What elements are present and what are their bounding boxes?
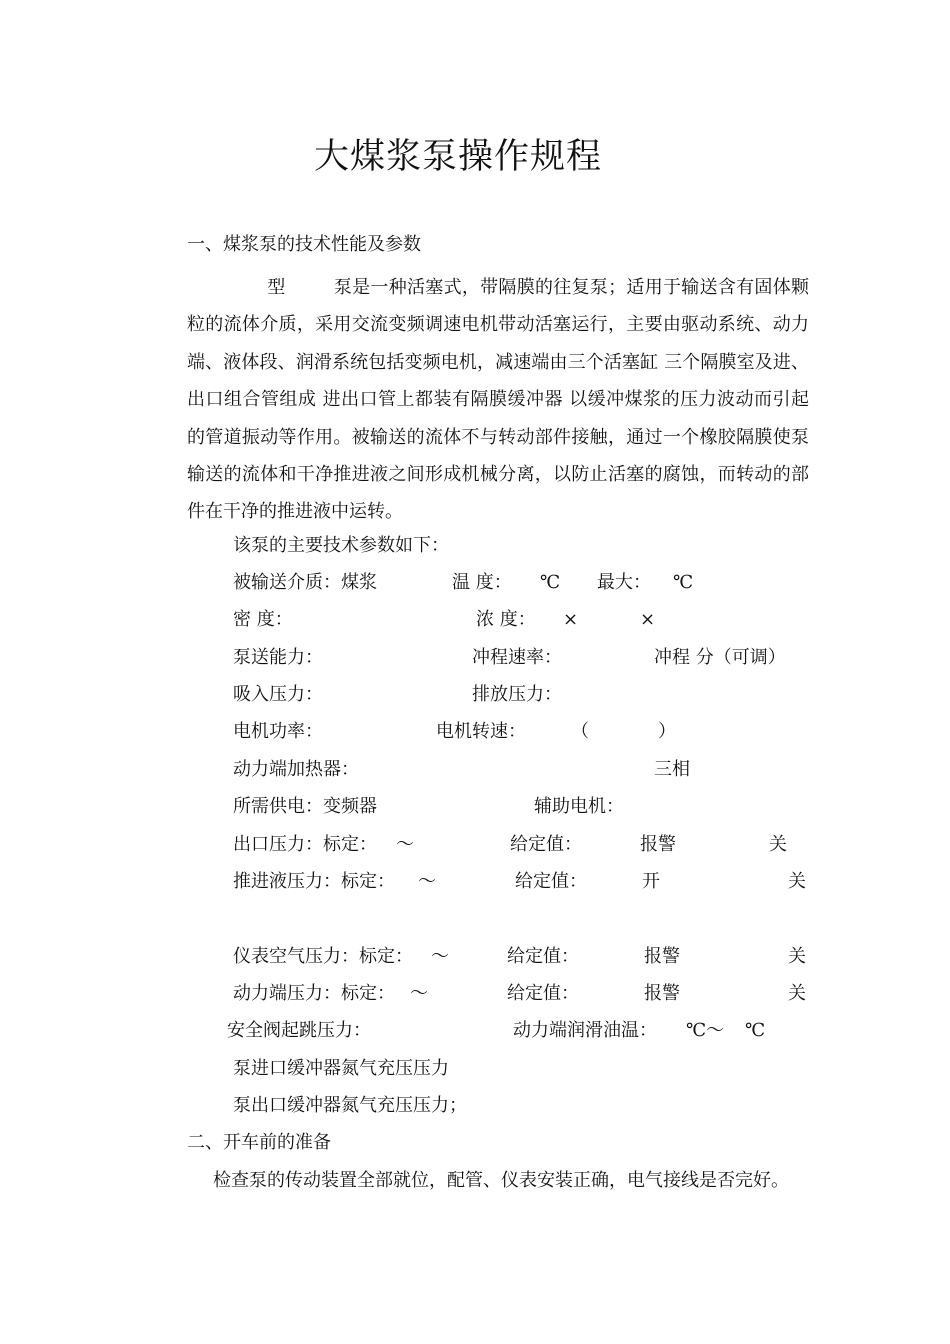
- param-cell: 吸入压力：: [233, 684, 323, 705]
- param-cell: ℃: [673, 572, 694, 593]
- param-cell: 给定值：: [515, 871, 587, 892]
- param-cell: 三相: [654, 759, 690, 780]
- param-cell: 密 度：: [233, 609, 293, 630]
- param-cell: ）: [658, 721, 676, 742]
- param-cell: 关: [788, 871, 806, 892]
- param-cell: ～: [431, 946, 449, 967]
- param-cell: ℃: [540, 572, 561, 593]
- param-cell: 动力端润滑油温：: [513, 1020, 657, 1041]
- param-cell: 泵出口缓冲器氮气充压压力；: [233, 1095, 467, 1116]
- document-title: 大煤浆泵操作规程: [313, 137, 602, 177]
- param-cell: 关: [788, 946, 806, 967]
- param-cell: 开: [642, 871, 660, 892]
- param-cell: ～: [418, 871, 436, 892]
- param-cell: 推进液压力：标定：: [233, 871, 395, 892]
- params-intro: 该泵的主要技术参数如下：: [233, 535, 449, 556]
- section1-heading: 一、煤浆泵的技术性能及参数: [187, 234, 421, 255]
- param-cell: 报警: [640, 834, 676, 855]
- pump-description: 泵是一种活塞式，带隔膜的往复泵；适用于输送含有固体颗粒的流体介质，采用交流变频调速电机带动活塞运行，主要由驱动系统、动力端、液体段、润滑系统包括变频电机，减速端由三个活塞缸 三个隔膜室及进、出口组合管组成 进出口管上都装有隔膜缓冲器 以缓冲煤浆的压力波动而引起的管道振动等作用。被输送的流体不与转动部件接触，通过一个橡胶隔膜使泵输送的流体和干净推进液之间形成机械分离，以防止活塞的腐蚀，而转动的部件在干净的推进液中运转。: [187, 277, 810, 523]
- section2-body: 检查泵的传动装置全部就位，配管、仪表安装正确，电气接线是否完好。: [213, 1170, 789, 1191]
- section2-heading: 二、开车前的准备: [187, 1132, 331, 1153]
- param-cell: 冲程 分（可调）: [654, 647, 786, 668]
- param-cell: 出口压力：标定：: [233, 834, 377, 855]
- param-cell: 给定值：: [507, 946, 579, 967]
- param-cell: 泵送能力：: [233, 647, 323, 668]
- param-cell: 冲程速率：: [472, 647, 562, 668]
- param-cell: 关: [769, 834, 787, 855]
- param-cell: ℃～: [686, 1020, 725, 1041]
- param-cell: 所需供电：变频器: [233, 796, 377, 817]
- param-cell: ～: [396, 834, 414, 855]
- param-cell: 给定值：: [507, 983, 579, 1004]
- param-cell: 泵进口缓冲器氮气充压压力: [233, 1058, 449, 1079]
- param-cell: 辅助电机：: [534, 796, 624, 817]
- param-cell: 电机转速：: [436, 721, 526, 742]
- param-cell: 被输送介质：煤浆: [233, 572, 377, 593]
- param-cell: 关: [788, 983, 806, 1004]
- section1-paragraph: [187, 269, 809, 531]
- param-cell: 浓 度：: [476, 609, 536, 630]
- param-cell: 报警: [644, 946, 680, 967]
- param-cell: 温 度：: [452, 572, 512, 593]
- param-cell: 安全阀起跳压力：: [227, 1020, 371, 1041]
- param-cell: ℃: [745, 1020, 766, 1041]
- param-cell: 动力端加热器：: [233, 759, 359, 780]
- param-cell: 仪表空气压力：标定：: [233, 946, 413, 967]
- param-cell: 动力端压力：标定：: [233, 983, 395, 1004]
- param-cell: ～: [410, 983, 428, 1004]
- param-cell: （: [571, 721, 589, 742]
- param-cell: ×: [563, 609, 579, 630]
- param-cell: 电机功率：: [233, 721, 323, 742]
- param-cell: 报警: [644, 983, 680, 1004]
- pump-model-prefix: 型: [267, 277, 286, 298]
- param-cell: 排放压力：: [472, 684, 562, 705]
- param-cell: 给定值：: [510, 834, 582, 855]
- param-cell: 最大：: [597, 572, 651, 593]
- param-cell: ×: [640, 609, 656, 630]
